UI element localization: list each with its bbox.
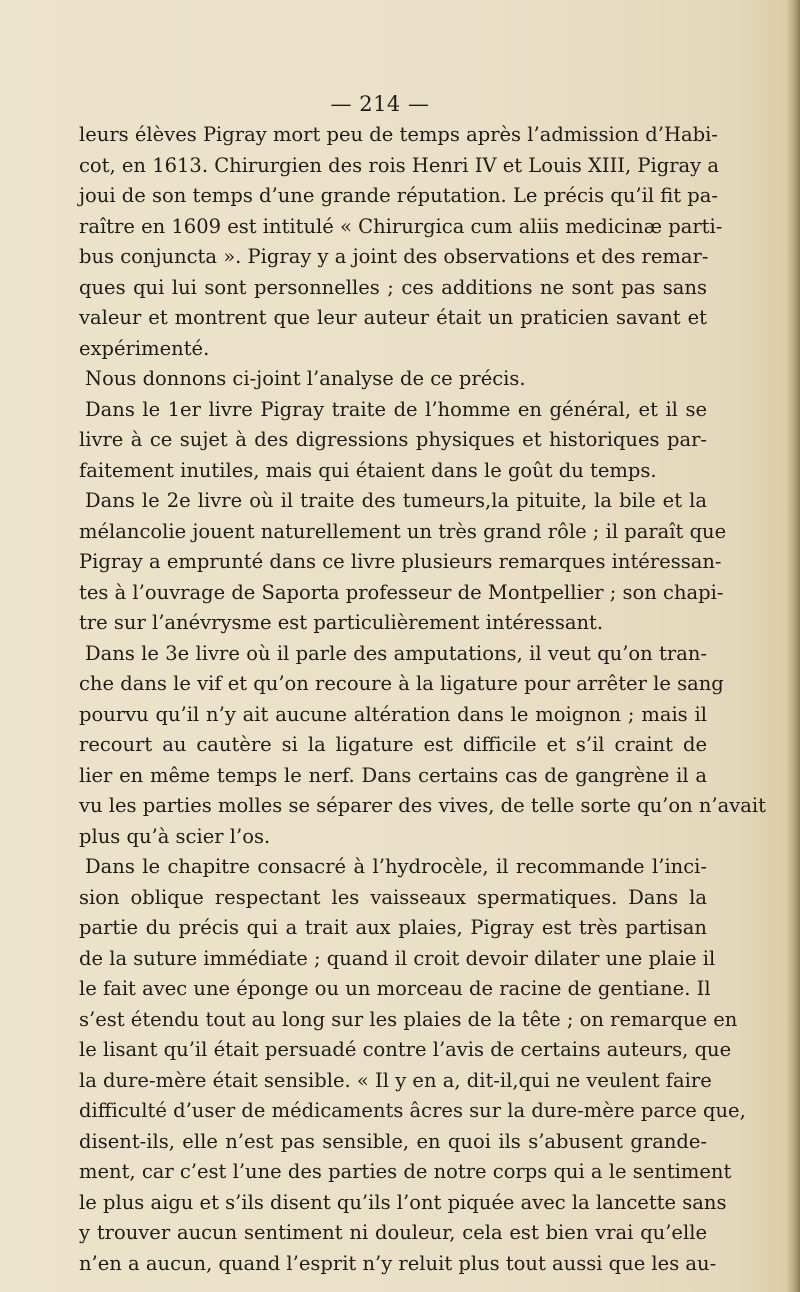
- text-line: recourt au cautère si la ligature est difficile et s’il craint de: [79, 733, 707, 756]
- text-line: pourvu qu’il n’y ait aucune altération dans le moignon ; mais il: [79, 702, 707, 726]
- text-line: faitement inutiles, mais qui étaient dans le goût du temps.: [79, 458, 657, 482]
- text-line: Dans le chapitre consacré à l’hydrocèle, il recommande l’inci-: [85, 855, 707, 878]
- page-edge-shadow: [786, 0, 800, 1292]
- text-line: la dure-mère était sensible. « Il y en a, dit-il,qui ne veulent faire: [79, 1068, 712, 1092]
- text-line: y trouver aucun sentiment ni douleur, cela est bien vrai qu’elle: [79, 1221, 707, 1244]
- text-line: difficulté d’user de médicaments âcres sur la dure-mère parce que,: [79, 1099, 746, 1122]
- text-line: vu les parties molles se séparer des vives, de telle sorte qu’on n’avait: [79, 794, 766, 817]
- text-line: mélancolie jouent naturellement un très grand rôle ; il paraît que: [79, 519, 727, 543]
- text-line: plus qu’à scier l’os.: [79, 824, 271, 848]
- text-line: n’en a aucun, quand l’esprit n’y reluit plus tout aussi que les au-: [79, 1251, 717, 1275]
- text-line: s’est étendu tout au long sur les plaies de la tête ; on remarque en: [79, 1007, 738, 1031]
- text-line: ment, car c’est l’une des parties de notre corps qui a le sentiment: [79, 1160, 732, 1183]
- text-line: le lisant qu’il était persuadé contre l’avis de certains auteurs, que: [79, 1038, 732, 1061]
- text-line: livre à ce sujet à des digressions physiques et historiques par-: [79, 428, 707, 451]
- text-line: leurs élèves Pigray mort peu de temps après l’admission d’Habi-: [79, 123, 718, 146]
- text-line: Pigray a emprunté dans ce livre plusieurs remarques intéressan-: [79, 550, 722, 573]
- text-line: partie du précis qui a trait aux plaies, Pigray est très partisan: [79, 916, 707, 939]
- text-line: che dans le vif et qu’on recoure à la ligature pour arrêter le sang: [79, 672, 724, 695]
- text-line: expérimenté.: [79, 336, 210, 360]
- text-line: bus conjuncta ». Pigray y a joint des observations et des remar-: [79, 245, 709, 268]
- text-line: raître en 1609 est intitulé « Chirurgica cum aliis medicinæ parti-: [79, 214, 723, 238]
- text-line: le plus aigu et s’ils disent qu’ils l’ont piquée avec la lancette sans: [79, 1190, 727, 1214]
- text-line: ques qui lui sont personnelles ; ces additions ne sont pas sans: [79, 275, 707, 299]
- text-line: Dans le 3e livre où il parle des amputations, il veut qu’on tran-: [85, 641, 707, 665]
- text-line: lier en même temps le nerf. Dans certains cas de gangrène il a: [79, 763, 707, 787]
- text-line: Dans le 2e livre où il traite des tumeurs,la pituite, la bile et la: [85, 489, 707, 512]
- text-line: joui de son temps d’une grande réputation. Le précis qu’il fit pa-: [79, 184, 718, 207]
- text-line: tes à l’ouvrage de Saporta professeur de Montpellier ; son chapi-: [79, 580, 724, 604]
- text-line: le fait avec une éponge ou un morceau de racine de gentiane. Il: [79, 977, 711, 1000]
- text-line: Nous donnons ci-joint l’analyse de ce précis.: [85, 367, 526, 390]
- text-line: cot, en 1613. Chirurgien des rois Henri IV et Louis XIII, Pigray a: [79, 153, 720, 177]
- page-number: — 214 —: [330, 92, 430, 116]
- text-line: Dans le 1er livre Pigray traite de l’homme en général, et il se: [85, 397, 707, 421]
- text-line: de la suture immédiate ; quand il croit devoir dilater une plaie il: [79, 946, 716, 970]
- text-line: disent-ils, elle n’est pas sensible, en quoi ils s’abusent grande-: [79, 1129, 707, 1153]
- body-text: [79, 120, 766, 1279]
- text-line: sion oblique respectant les vaisseaux spermatiques. Dans la: [79, 885, 707, 909]
- text-line: valeur et montrent que leur auteur était un praticien savant et: [79, 306, 707, 329]
- text-line: tre sur l’anévrysme est particulièrement intéressant.: [79, 611, 604, 634]
